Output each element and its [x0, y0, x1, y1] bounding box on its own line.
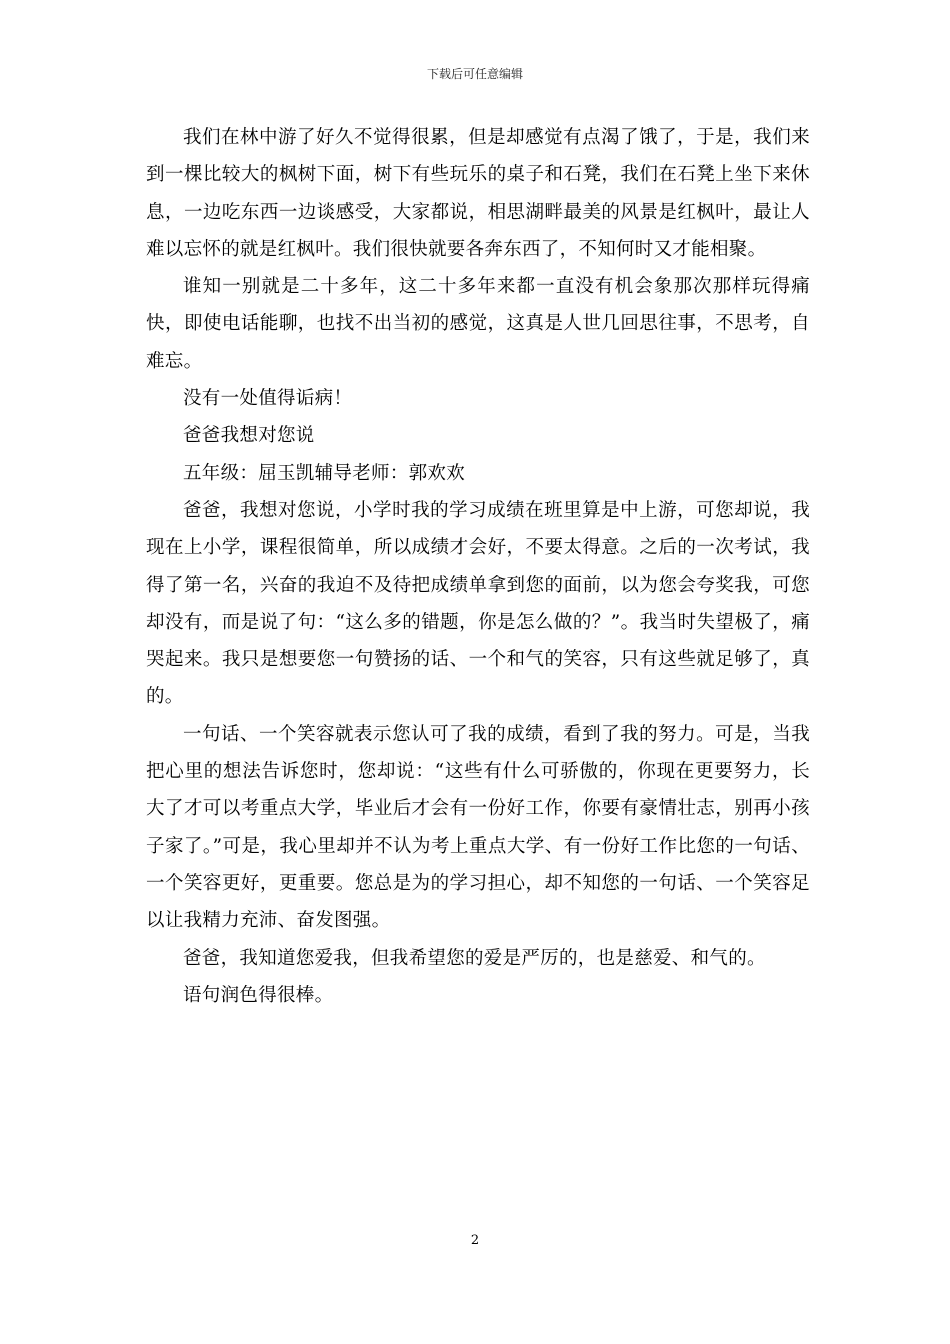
page-number: 2	[470, 1233, 480, 1248]
paragraph-conclusion: 爸爸，我知道您爱我，但我希望您的爱是严厉的，也是慈爱、和气的。	[183, 947, 766, 969]
paragraph-one-smile: 一句话、一个笑容就表示您认可了我的成绩，看到了我的努力。可是，当我把心里的想法告诉您时，您却说：“这些有什么可骄傲的，你现在更要努力，长大了才可以考重点大学，毕业后才会有一份好工作，你要有豪情壮志，别再小孩子家了。”可是，我心里却并不认为考上重点大学、有一份好工作比您的一句话、一个笑容更好，更重要。您总是为的学习担心，却不知您的一句话、一个笑容足以让我精力充沛、奋发图强。	[146, 723, 810, 932]
paragraph-maple-rest: 我们在林中游了好久不觉得很累，但是却感觉有点渴了饿了，于是，我们来到一棵比较大的枫树下面，树下有些玩乐的桌子和石凳，我们在石凳上坐下来休息，一边吃东西一边谈感受，大家都说，相思湖畔最美的风景是红枫叶，最让人难以忘怀的就是红枫叶。我们很快就要各奔东西了，不知何时又才能相聚。	[146, 127, 810, 260]
document-body	[146, 119, 810, 1014]
paragraph-grades: 爸爸，我想对您说，小学时我的学习成绩在班里算是中上游，可您却说，我现在上小学，课程很简单，所以成绩才会好，不要太得意。之后的一次考试，我得了第一名，兴奋的我迫不及待把成绩单拿到您的面前，以为您会夸奖我，可您却没有，而是说了句：“这么多的错题，你是怎么做的？”。我当时失望极了，痛哭起来。我只是想要您一句赞扬的话、一个和气的笑容，只有这些就足够了，真的。	[146, 499, 810, 708]
paragraph-comment-1: 没有一处值得诟病！	[183, 388, 353, 410]
paragraph-twenty-years: 谁知一别就是二十多年，这二十多年来都一直没有机会象那次那样玩得痛快，即使电话能聊，也找不出当初的感觉，这真是人世几回思往事，不思考，自难忘。	[146, 276, 810, 372]
page-header: 下载后可任意编辑	[426, 67, 523, 81]
essay-title: 爸爸我想对您说	[183, 425, 315, 447]
essay-author-line: 五年级：屈玉凯辅导老师：郭欢欢	[183, 462, 466, 484]
paragraph-comment-2: 语句润色得很棒。	[183, 984, 334, 1006]
